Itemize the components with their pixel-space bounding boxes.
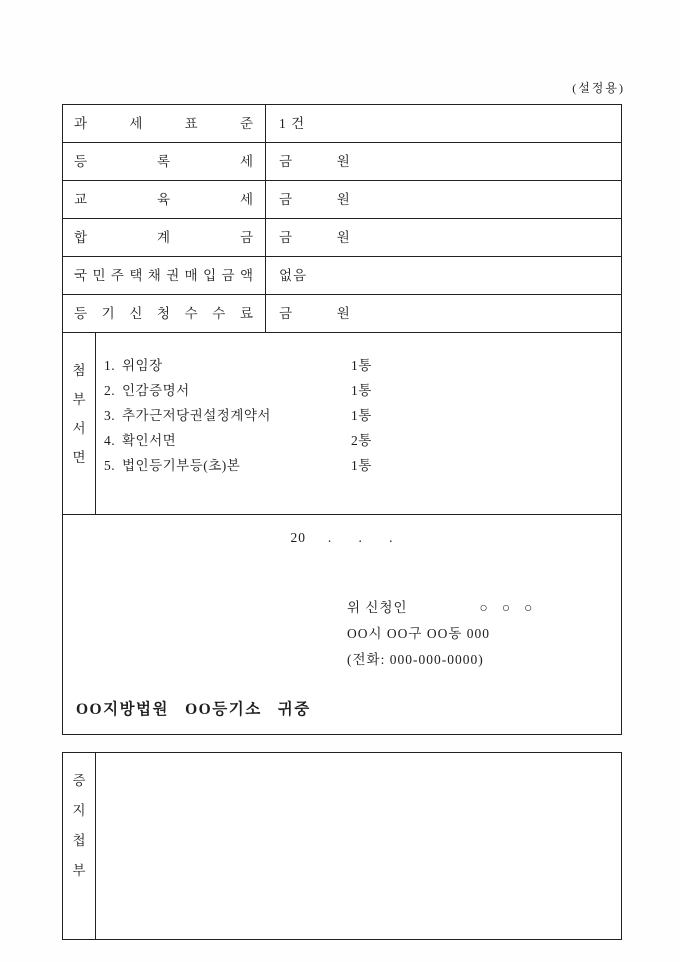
attachments-side-label: 첨부서면 <box>72 363 86 465</box>
item-count: 1통 <box>351 383 372 398</box>
row-label: 등 기 신 청 수 수 료 <box>63 295 266 332</box>
item-name: 확인서면 <box>122 433 177 448</box>
item-number: 2. <box>104 383 116 398</box>
list-item <box>104 353 621 378</box>
stamp-attachment-box <box>62 752 622 940</box>
registration-form-table <box>62 104 622 735</box>
attachments-list <box>96 333 621 514</box>
row-label: 합 계 금 <box>63 219 266 256</box>
item-count: 1통 <box>351 408 372 423</box>
list-item <box>104 403 621 428</box>
stamp-side-label: 증지첩부 <box>72 773 86 878</box>
table-row-tax-base <box>63 105 621 143</box>
list-item <box>104 378 621 403</box>
row-label: 국 민 주 택 채 권 매 입 금 액 <box>63 257 266 294</box>
item-number: 3. <box>104 408 116 423</box>
row-label: 과 세 표 준 <box>63 105 266 142</box>
row-value: 금 원 <box>279 306 351 321</box>
applicant-line <box>347 595 533 621</box>
item-name: 위임장 <box>122 358 163 373</box>
item-name: 법인등기부등(초)본 <box>122 458 241 473</box>
item-count: 1통 <box>351 358 372 373</box>
attachments-section <box>63 333 621 515</box>
row-value: 1 건 <box>279 116 306 131</box>
applicant-block <box>347 595 533 673</box>
item-number: 4. <box>104 433 116 448</box>
stamp-empty-area <box>96 753 621 939</box>
applicant-name-circles: ○ ○ ○ <box>479 600 534 615</box>
row-label: 교 육 세 <box>63 181 266 218</box>
item-count: 2통 <box>351 433 372 448</box>
row-value: 금 원 <box>279 192 351 207</box>
attachments-side-column <box>63 333 96 514</box>
row-value: 금 원 <box>279 154 351 169</box>
court-line: OO지방법원 OO등기소 귀중 <box>76 701 311 718</box>
item-name: 인감증명서 <box>122 383 190 398</box>
applicant-address: OO시 OO구 OO동 000 <box>347 626 490 641</box>
table-row-registration-tax <box>63 143 621 181</box>
list-item <box>104 428 621 453</box>
list-item <box>104 453 621 478</box>
item-number: 1. <box>104 358 116 373</box>
table-row-registration-fee <box>63 295 621 333</box>
applicant-label: 위 신청인 <box>347 600 408 615</box>
corner-note: (설정용) <box>572 81 625 95</box>
row-value: 없음 <box>279 268 308 283</box>
table-row-education-tax <box>63 181 621 219</box>
item-name: 추가근저당권설정계약서 <box>122 408 271 423</box>
table-row-housing-bond <box>63 257 621 295</box>
item-number: 5. <box>104 458 116 473</box>
row-label: 등 록 세 <box>63 143 266 180</box>
item-count: 1통 <box>351 458 372 473</box>
signature-section <box>63 515 621 734</box>
date-line: 20 . . . <box>290 530 394 545</box>
stamp-side-column <box>63 753 96 939</box>
applicant-phone: (전화: 000-000-0000) <box>347 652 484 667</box>
table-row-total-amount <box>63 219 621 257</box>
row-value: 금 원 <box>279 230 351 245</box>
